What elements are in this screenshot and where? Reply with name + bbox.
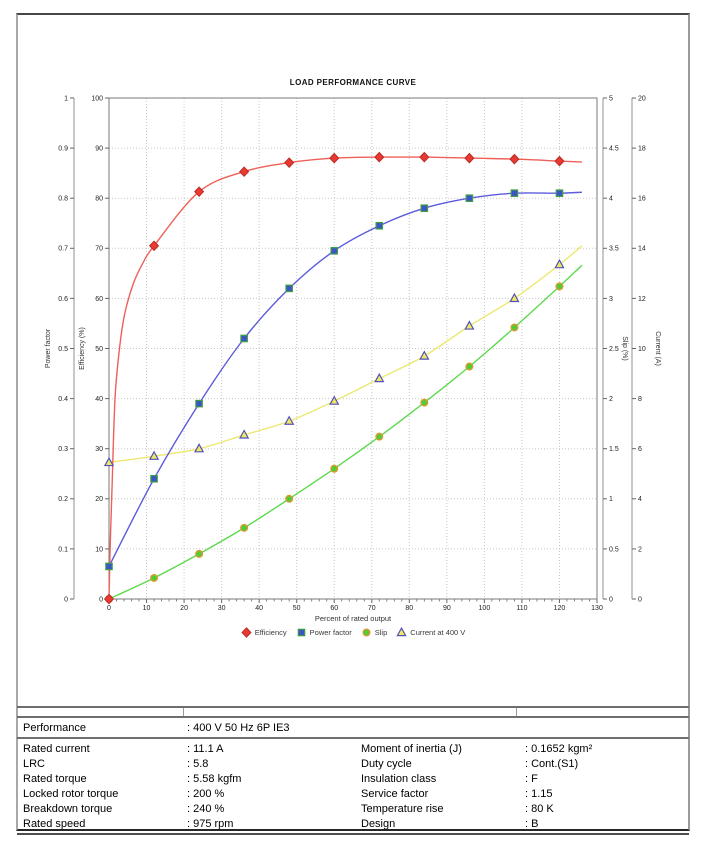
axis-title-slip: Slip (%) <box>621 336 628 361</box>
svg-text:30: 30 <box>95 446 103 454</box>
svg-text:0.8: 0.8 <box>58 195 68 203</box>
spec-label: LRC <box>23 757 46 770</box>
performance-row <box>17 718 689 739</box>
spec-value: : 5.58 kgfm <box>187 772 242 785</box>
svg-text:1.5: 1.5 <box>609 446 619 454</box>
x-axis <box>107 600 603 624</box>
spec-value: : F <box>525 772 538 785</box>
performance-value: : 400 V 50 Hz 6P IE3 <box>187 721 290 734</box>
spec-row-rated-torque <box>17 771 354 786</box>
svg-text:10: 10 <box>142 605 151 612</box>
spec-row-rated-speed <box>17 816 354 831</box>
svg-text:20: 20 <box>638 95 646 103</box>
spec-row-duty-cycle <box>354 756 689 771</box>
svg-text:120: 120 <box>553 605 566 612</box>
svg-text:0.5: 0.5 <box>58 345 68 353</box>
svg-text:90: 90 <box>442 605 451 612</box>
spec-label: Rated speed <box>23 817 86 830</box>
svg-text:4: 4 <box>609 195 613 203</box>
svg-text:50: 50 <box>292 605 301 612</box>
spec-value: : 5.8 <box>187 757 209 770</box>
svg-text:2: 2 <box>609 396 613 403</box>
svg-text:0.9: 0.9 <box>58 145 68 153</box>
circle-marker-icon <box>361 627 372 638</box>
spec-label: Moment of inertia (J) <box>361 742 462 755</box>
legend-item-current-at-400-v <box>396 627 465 638</box>
spec-table-body <box>17 739 689 833</box>
spec-value: : 1.15 <box>525 787 553 800</box>
spec-label: Locked rotor torque <box>23 787 119 800</box>
svg-text:1: 1 <box>64 95 68 103</box>
table-divider <box>516 708 517 716</box>
svg-text:100: 100 <box>91 95 103 103</box>
svg-text:10: 10 <box>638 345 646 353</box>
spec-label: Rated current <box>23 742 90 755</box>
svg-text:60: 60 <box>330 605 339 612</box>
svg-text:100: 100 <box>478 605 491 612</box>
spec-row-temperature-rise <box>354 801 689 816</box>
svg-text:2.5: 2.5 <box>609 345 619 353</box>
svg-text:3: 3 <box>609 295 613 303</box>
legend-label: Power factor <box>309 627 352 637</box>
y-axis-current <box>632 95 661 603</box>
svg-text:0: 0 <box>638 596 642 604</box>
svg-text:4: 4 <box>638 496 642 504</box>
chart-title: LOAD PERFORMANCE CURVE <box>289 78 417 87</box>
spec-col-left <box>17 741 354 831</box>
svg-text:2: 2 <box>638 546 642 554</box>
spec-table <box>17 706 689 835</box>
svg-text:0: 0 <box>64 596 68 604</box>
series-lines <box>109 157 582 599</box>
diamond-marker-icon <box>241 627 252 638</box>
spec-row-design <box>354 816 689 831</box>
legend-label: Slip <box>374 627 388 637</box>
spec-value: : 200 % <box>187 787 225 800</box>
spec-value: : 0.1652 kgm² <box>525 742 593 755</box>
y-axis-pf <box>45 95 74 603</box>
legend-label: Efficiency <box>254 627 287 637</box>
svg-text:6: 6 <box>638 446 642 454</box>
svg-text:0.4: 0.4 <box>58 396 68 403</box>
svg-text:20: 20 <box>95 496 103 504</box>
spec-col-right <box>354 741 689 831</box>
gridlines <box>109 98 597 599</box>
legend-item-efficiency <box>241 627 287 638</box>
svg-text:18: 18 <box>638 145 646 153</box>
svg-text:0.5: 0.5 <box>609 546 619 554</box>
spec-label: Insulation class <box>361 772 437 785</box>
performance-label: Performance <box>23 721 86 734</box>
square-marker-icon <box>296 627 307 638</box>
svg-text:16: 16 <box>638 195 646 203</box>
spec-label: Service factor <box>361 787 429 800</box>
svg-text:0: 0 <box>609 596 613 604</box>
svg-text:30: 30 <box>217 605 226 612</box>
spec-value: : 11.1 A <box>187 742 224 755</box>
svg-text:14: 14 <box>638 245 646 253</box>
svg-text:60: 60 <box>95 295 103 303</box>
spec-row-insulation-class <box>354 771 689 786</box>
spec-label: Design <box>361 817 396 830</box>
svg-text:10: 10 <box>95 546 103 554</box>
curve-efficiency <box>109 157 582 599</box>
curve-current-at-400-v <box>109 246 582 463</box>
svg-text:3.5: 3.5 <box>609 245 619 253</box>
svg-text:8: 8 <box>638 396 642 403</box>
svg-text:0.3: 0.3 <box>58 446 68 454</box>
spec-row-moment-of-inertia-j <box>354 741 689 756</box>
spec-row-lrc <box>17 756 354 771</box>
spec-row-rated-current <box>17 741 354 756</box>
axis-title-current: Current (A) <box>654 331 661 366</box>
axis-title-eff: Efficiency (%) <box>79 327 86 370</box>
legend-item-slip <box>361 627 388 638</box>
spec-label: Rated torque <box>23 772 87 785</box>
svg-text:20: 20 <box>180 605 188 612</box>
spec-label: Temperature rise <box>361 802 444 815</box>
y-axis-eff <box>79 95 109 603</box>
svg-text:50: 50 <box>95 345 103 353</box>
spec-value: : B <box>525 817 539 830</box>
axis-title-pf: Power factor <box>45 328 52 369</box>
svg-text:0.1: 0.1 <box>58 546 68 554</box>
spec-value: : Cont.(S1) <box>525 757 579 770</box>
x-axis-label: Percent of rated output <box>314 614 392 623</box>
spec-table-header-strip <box>17 708 689 718</box>
svg-text:0.6: 0.6 <box>58 295 68 303</box>
spec-value: : 240 % <box>187 802 225 815</box>
legend-item-power-factor <box>296 627 352 638</box>
legend-label: Current at 400 V <box>410 627 466 637</box>
svg-text:1: 1 <box>609 496 613 504</box>
svg-text:110: 110 <box>516 605 528 612</box>
spec-row-breakdown-torque <box>17 801 354 816</box>
svg-text:0: 0 <box>99 596 103 604</box>
spec-label: Breakdown torque <box>23 802 113 815</box>
svg-text:70: 70 <box>367 605 376 612</box>
svg-text:80: 80 <box>95 195 103 203</box>
spec-row-locked-rotor-torque <box>17 786 354 801</box>
spec-value: : 975 rpm <box>187 817 234 830</box>
svg-text:5: 5 <box>609 95 613 103</box>
table-divider <box>183 708 184 716</box>
chart-legend <box>109 625 597 639</box>
svg-text:0: 0 <box>107 605 111 612</box>
svg-text:80: 80 <box>405 605 414 612</box>
svg-text:40: 40 <box>95 396 103 403</box>
svg-text:0.2: 0.2 <box>58 496 68 504</box>
svg-text:4.5: 4.5 <box>609 145 619 153</box>
svg-text:90: 90 <box>95 145 103 153</box>
y-axis-slip <box>603 95 628 603</box>
spec-label: Duty cycle <box>361 757 412 770</box>
svg-text:12: 12 <box>638 295 646 303</box>
spec-row-service-factor <box>354 786 689 801</box>
svg-text:130: 130 <box>591 605 603 612</box>
triangle-marker-icon <box>396 627 407 638</box>
svg-text:40: 40 <box>255 605 264 612</box>
svg-text:0.7: 0.7 <box>58 245 68 253</box>
spec-value: : 80 K <box>525 802 554 815</box>
svg-text:70: 70 <box>95 245 103 253</box>
